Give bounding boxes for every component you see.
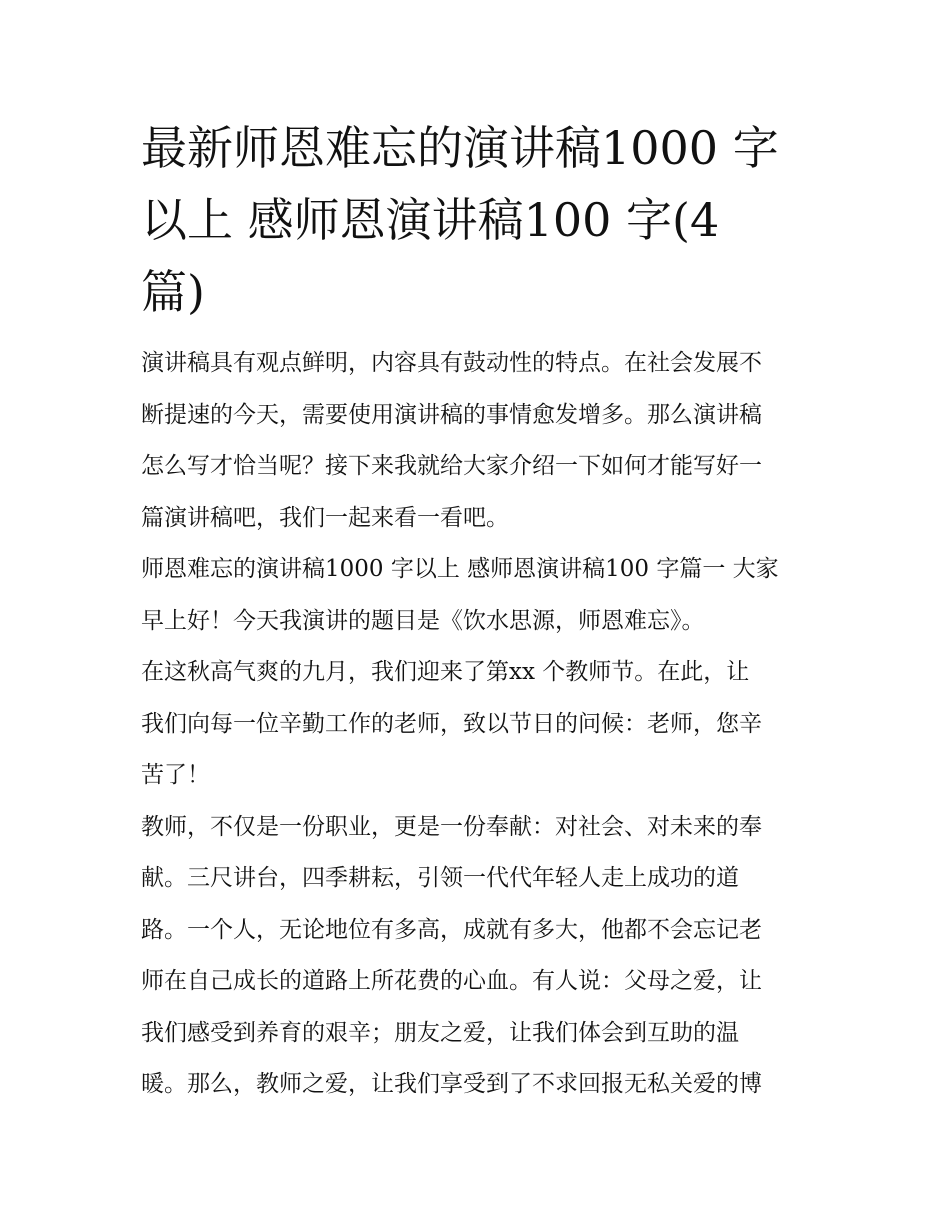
teacher-dedication-paragraph: [141, 802, 813, 1111]
intro-paragraph: [141, 338, 813, 544]
title-line-1: 最新师恩难忘的演讲稿1000 字: [141, 121, 779, 175]
document-title: [141, 112, 813, 328]
title-line-2: 以上 感师恩演讲稿100 字(4: [141, 193, 720, 247]
paragraph-line: 我们感受到养育的艰辛；朋友之爱，让我们体会到互助的温: [141, 1019, 739, 1046]
paragraph-line: 苦了！: [141, 762, 210, 788]
paragraph-line: 路。一个人，无论地位有多高，成就有多大，他都不会忘记老: [141, 916, 762, 943]
paragraph-line: 师在自己成长的道路上所花费的心血。有人说：父母之爱，让: [141, 968, 762, 994]
speech-heading-paragraph: [141, 544, 813, 647]
paragraph-line: 篇演讲稿吧，我们一起来看一看吧。: [141, 504, 509, 531]
paragraph-line: 怎么写才恰当呢？接下来我就给大家介绍一下如何才能写好一: [141, 453, 762, 479]
teachers-day-paragraph: [141, 647, 813, 802]
paragraph-line: 教师，不仅是一份职业，更是一份奉献：对社会、对未来的奉: [141, 813, 762, 840]
document-page: [141, 112, 813, 1111]
paragraph-line: 演讲稿具有观点鲜明，内容具有鼓动性的特点。在社会发展不: [141, 350, 762, 376]
paragraph-line: 献。三尺讲台，四季耕耘，引领一代代年轻人走上成功的道: [141, 865, 739, 891]
paragraph-line: 早上好！今天我演讲的题目是《饮水思源，师恩难忘》。: [141, 607, 705, 634]
paragraph-line: 师恩难忘的演讲稿1000 字以上 感师恩演讲稿100 字篇一 大家: [141, 556, 779, 582]
paragraph-line: 断提速的今天，需要使用演讲稿的事情愈发增多。那么演讲稿: [141, 401, 762, 428]
paragraph-line: 在这秋高气爽的九月，我们迎来了第xx 个教师节。在此，让: [141, 659, 750, 685]
paragraph-line: 暖。那么，教师之爱，让我们享受到了不求回报无私关爱的博: [141, 1071, 762, 1097]
title-line-3: 篇): [141, 265, 205, 319]
paragraph-line: 我们向每一位辛勤工作的老师，致以节日的问候：老师，您辛: [141, 710, 762, 737]
